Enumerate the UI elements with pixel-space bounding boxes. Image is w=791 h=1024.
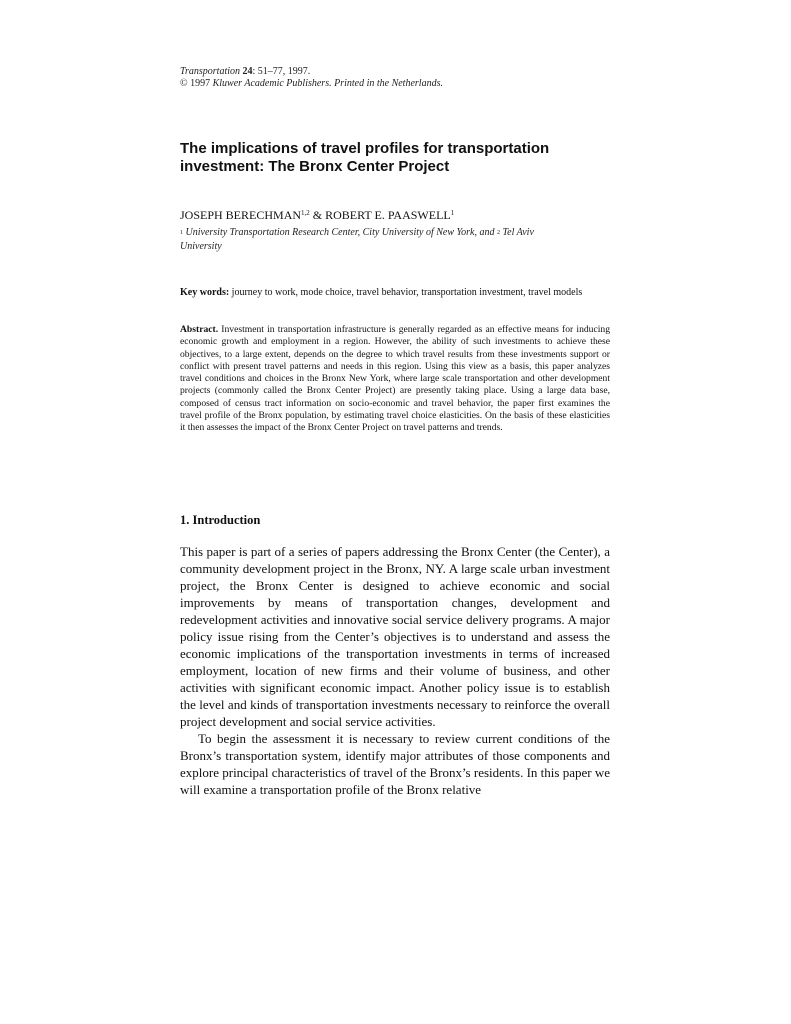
paragraph-1: This paper is part of a series of papers addressing the Bronx Center (the Center), a community development project in the Bronx, NY. A large scale urban investment project, the Bronx Center is designed to achieve economic and social improvements by means of transportation changes, development and redevelopment activities and innovative social service delivery programs. A major policy issue rising from the Center’s objectives is to understand and assess the economic implications of the transportation investments in terms of increased employment, location of new firms and their volume of business, and other activities with significant economic impact. Another policy issue is to establish the level and kinds of transportation investments necessary to reinforce the overall project development and social service activities. [180, 544, 610, 729]
copyright-mark: © 1997 [180, 78, 213, 89]
section-heading-introduction: 1. Introduction [180, 513, 261, 527]
author-1-affiliation-mark: 1,2 [301, 209, 310, 217]
abstract [180, 324, 610, 435]
journal-pages: : 51–77, 1997. [252, 66, 311, 77]
keywords-label: Key words: [180, 287, 230, 298]
journal-volume: 24 [242, 66, 253, 77]
abstract-label: Abstract. [180, 324, 219, 335]
author-list [180, 208, 620, 222]
affiliation-mark-1: 1 [180, 230, 183, 236]
title-line-2: investment: The Bronx Center Project [180, 158, 450, 175]
author-2: ROBERT E. PAASWELL [325, 208, 451, 222]
title-line-1: The implications of travel profiles for transportation [180, 140, 550, 157]
affiliation-2-part-1: Tel Aviv [499, 227, 534, 238]
author-2-affiliation-mark: 1 [450, 209, 455, 217]
copyright-line [180, 78, 443, 90]
paper-title [180, 140, 620, 176]
introduction-body [180, 543, 610, 798]
journal-header [180, 66, 443, 90]
paragraph-2: To begin the assessment it is necessary to review current conditions of the Bronx’s transportation system, identify major attributes of those components and explore principal characteristics of travel of the Bronx’s residents. In this paper we will examine a transportation profile of the Bronx relative [180, 731, 610, 797]
abstract-text: Investment in transportation infrastructure is generally regarded as an effective means for inducing economic growth and employment in a region. However, the ability of such investments to achieve these objectives, to a large extent, depends on the degree to which travel results from these investments support or conflict with present travel patterns and needs in this region. Using this view as a basis, this paper analyzes travel conditions and choices in the Bronx New York, where large scale transportation and other development projects (commonly called the Bronx Center Project) are presently taking place. Using a large data base, composed of census tract information on socio-economic and travel behavior, the paper first examines the travel profile of the Bronx population, by estimating travel choice elasticities. On the basis of these elasticities it then assesses the impact of the Bronx Center Project on travel patterns and trends. [180, 324, 610, 434]
affiliations [180, 226, 610, 254]
affiliation-line-1 [180, 226, 610, 240]
affiliation-mark-2: 2 [496, 230, 500, 236]
citation-line [180, 66, 443, 78]
affiliation-2-part-2: University [180, 241, 222, 252]
publisher-text: Kluwer Academic Publishers. Printed in the Netherlands. [212, 78, 443, 89]
keywords [180, 286, 610, 299]
author-1: JOSEPH BERECHMAN [180, 208, 302, 222]
keywords-text: journey to work, mode choice, travel behavior, transportation investment, travel models [229, 287, 583, 298]
author-separator: & [309, 208, 326, 222]
journal-name: Transportation [180, 66, 241, 77]
affiliation-1: University Transportation Research Center, City University of New York, and [183, 227, 497, 238]
